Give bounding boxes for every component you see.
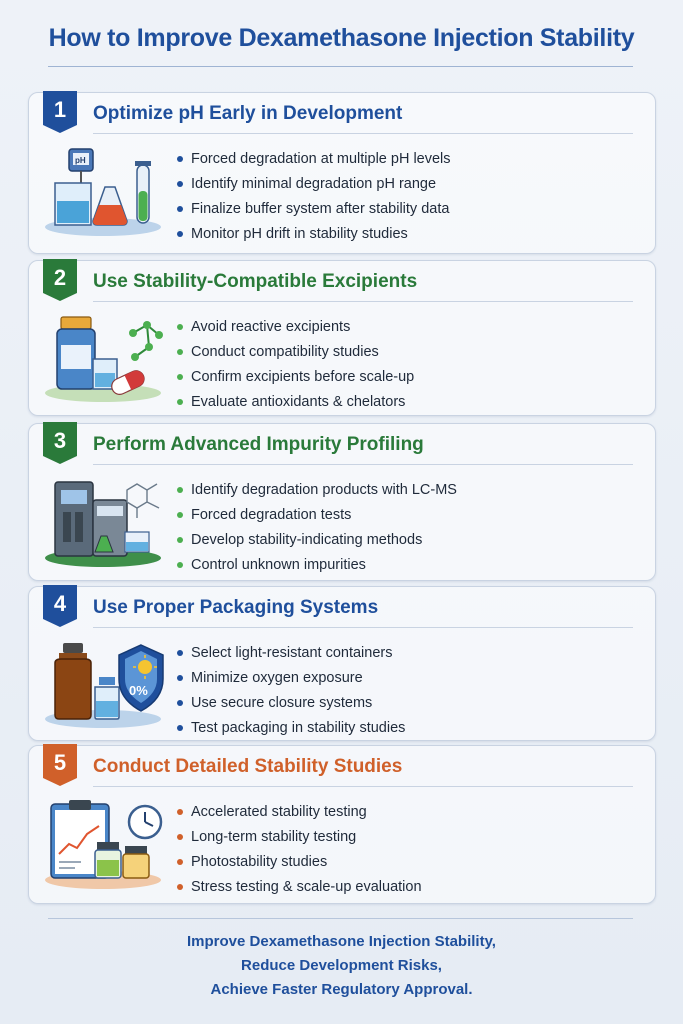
section-title: Perform Advanced Impurity Profiling	[93, 434, 424, 455]
section-divider	[93, 627, 633, 628]
section-number-badge: 5	[43, 744, 77, 786]
section-card-3	[28, 423, 656, 581]
packaging-vials-shield-icon	[41, 637, 171, 733]
bullet-list	[177, 802, 422, 902]
section-number-badge: 4	[43, 585, 77, 627]
list-item: Control unknown impurities	[177, 555, 457, 580]
footer-divider	[48, 918, 633, 919]
list-item: Finalize buffer system after stability data	[177, 199, 451, 224]
section-divider	[93, 133, 633, 134]
list-item: Avoid reactive excipients	[177, 317, 414, 342]
title-divider	[48, 66, 633, 67]
bullet-list	[177, 480, 457, 580]
section-card-1	[28, 92, 656, 254]
section-card-4	[28, 586, 656, 741]
list-item: Test packaging in stability studies	[177, 718, 405, 743]
page-title: How to Improve Dexamethasone Injection Stability	[48, 24, 635, 52]
section-card-5	[28, 745, 656, 904]
excipient-bottle-molecule-icon	[41, 311, 171, 407]
list-item: Identify minimal degradation pH range	[177, 174, 451, 199]
lcms-instrument-icon	[41, 474, 171, 570]
section-number-badge: 3	[43, 422, 77, 464]
list-item: Monitor pH drift in stability studies	[177, 224, 451, 249]
list-item: Forced degradation at multiple pH levels	[177, 149, 451, 174]
list-item: Select light-resistant containers	[177, 643, 405, 668]
footer-line: Achieve Faster Regulatory Approval.	[210, 981, 473, 998]
section-divider	[93, 464, 633, 465]
footer-line: Reduce Development Risks,	[241, 957, 442, 974]
section-title: Conduct Detailed Stability Studies	[93, 756, 403, 777]
list-item: Forced degradation tests	[177, 505, 457, 530]
section-title: Optimize pH Early in Development	[93, 103, 403, 124]
section-divider	[93, 786, 633, 787]
section-title: Use Proper Packaging Systems	[93, 597, 379, 618]
stability-clipboard-clock-icon	[41, 796, 171, 892]
section-title: Use Stability-Compatible Excipients	[93, 271, 418, 292]
footer-callout	[0, 930, 683, 1002]
footer-line: Improve Dexamethasone Injection Stability,	[187, 933, 496, 950]
bullet-list	[177, 149, 451, 249]
list-item: Stress testing & scale-up evaluation	[177, 877, 422, 902]
list-item: Conduct compatibility studies	[177, 342, 414, 367]
list-item: Develop stability-indicating methods	[177, 530, 457, 555]
section-number-badge: 2	[43, 259, 77, 301]
list-item: Photostability studies	[177, 852, 422, 877]
section-number-badge: 1	[43, 91, 77, 133]
section-card-2	[28, 260, 656, 416]
list-item: Accelerated stability testing	[177, 802, 422, 827]
list-item: Use secure closure systems	[177, 693, 405, 718]
list-item: Confirm excipients before scale-up	[177, 367, 414, 392]
list-item: Long-term stability testing	[177, 827, 422, 852]
oxygen-percent-label: 0%	[129, 683, 148, 698]
ph-meter-beakers-icon	[41, 143, 171, 239]
list-item: Evaluate antioxidants & chelators	[177, 392, 414, 417]
list-item: Identify degradation products with LC-MS	[177, 480, 457, 505]
list-item: Minimize oxygen exposure	[177, 668, 405, 693]
bullet-list	[177, 643, 405, 743]
ph-label: pH	[75, 156, 86, 165]
bullet-list	[177, 317, 414, 417]
section-divider	[93, 301, 633, 302]
